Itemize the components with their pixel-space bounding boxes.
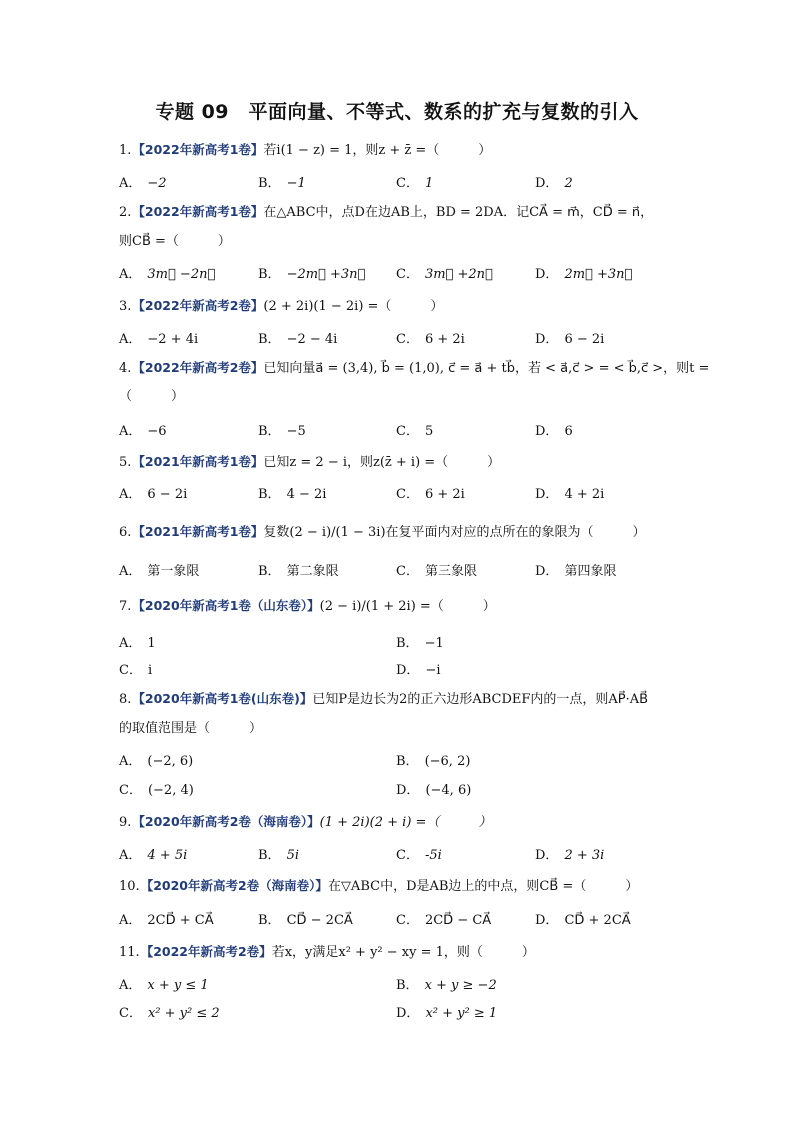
question-text: (1 + 2i)(2 + i) =（ ）	[319, 815, 492, 830]
question-text: (2 + 2i)(1 − 2i) =（ ）	[263, 299, 444, 314]
question-number: 1.	[119, 143, 132, 158]
page-title: 专题 09 平面向量、不等式、数系的扩充与复数的引入	[155, 101, 639, 123]
option-d[interactable]: D． 6	[535, 424, 573, 439]
question-text: 在△ABC中，点D在边AB上，BD = 2DA．记CA⃗ = m⃗，CD⃗ = n⃗，	[263, 205, 654, 220]
option-a[interactable]: A． 2CD⃗ + CA⃗	[119, 913, 214, 928]
option-c[interactable]: C． 1	[396, 176, 434, 191]
question-source: 【2022年新高考2卷】	[140, 944, 272, 959]
question-number: 6.	[119, 525, 132, 540]
question-number: 2.	[119, 205, 132, 220]
option-a[interactable]: A． 1	[119, 636, 156, 651]
option-d[interactable]: D． 第四象限	[535, 564, 617, 579]
question-4	[119, 359, 710, 378]
question-4-continued: （ ）	[119, 389, 185, 404]
option-c[interactable]: C． i	[119, 663, 153, 678]
option-d[interactable]: D． 2 + 3i	[535, 848, 605, 863]
question-text: 复数(2 − i)/(1 − 3i)在复平面内对应的点所在的象限为（ ）	[263, 525, 646, 540]
question-source: 【2022年新高考2卷】	[132, 298, 264, 313]
option-c[interactable]: C． 3m⃗ +2n⃗	[396, 267, 493, 282]
option-d[interactable]: D． −i	[396, 663, 441, 678]
question-number: 4.	[119, 361, 132, 376]
option-a[interactable]: A． 4 + 5i	[119, 848, 188, 863]
option-a[interactable]: A． −6	[119, 424, 167, 439]
option-b[interactable]: B． −1	[396, 636, 444, 651]
question-5	[119, 453, 679, 472]
option-a[interactable]: A． (−2, 6)	[119, 754, 194, 769]
question-source: 【2020年新高考1卷(山东卷)】	[132, 691, 313, 706]
question-1	[119, 141, 679, 160]
question-number: 8.	[119, 692, 132, 707]
question-number: 3.	[119, 299, 132, 314]
option-c[interactable]: C． 2CD⃗ − CA⃗	[396, 913, 492, 928]
question-8	[119, 690, 679, 709]
option-c[interactable]: C． x² + y² ≤ 2	[119, 1006, 220, 1021]
question-text: 在▽ABC中，D是AB边上的中点，则CB⃗ =（ ）	[327, 879, 639, 894]
option-b[interactable]: B． (−6, 2)	[396, 754, 471, 769]
question-source: 【2022年新高考1卷】	[132, 142, 264, 157]
question-text: 已知向量a⃗ = (3,4), b⃗ = (1,0), c⃗ = a⃗ + tb⃗，若 < a⃗,c⃗ > = < b⃗,c⃗ >，则t =	[263, 361, 710, 376]
question-source: 【2020年新高考2卷（海南卷）】	[132, 814, 320, 829]
option-b[interactable]: B． x + y ≥ −2	[396, 978, 497, 993]
option-b[interactable]: B． CD⃗ − 2CA⃗	[258, 913, 353, 928]
option-b[interactable]: B． 5i	[258, 848, 299, 863]
option-d[interactable]: D． 2	[535, 176, 573, 191]
question-text: 若i(1 − z) = 1，则z + z̄ =（ ）	[263, 143, 492, 158]
option-a[interactable]: A． x + y ≤ 1	[119, 978, 209, 993]
question-2	[119, 203, 679, 222]
question-text: (2 − i)/(1 + 2i) =（ ）	[319, 599, 496, 614]
question-number: 9.	[119, 815, 132, 830]
question-source: 【2021年新高考1卷】	[132, 524, 264, 539]
question-3	[119, 297, 679, 316]
option-b[interactable]: B． 4 − 2i	[258, 487, 327, 502]
option-d[interactable]: D． 2m⃗ +3n⃗	[535, 267, 633, 282]
option-b[interactable]: B． −5	[258, 424, 306, 439]
question-8-continued: 的取值范围是（ ）	[119, 721, 263, 736]
option-a[interactable]: A． 3m⃗ −2n⃗	[119, 267, 216, 282]
option-a[interactable]: A． 6 − 2i	[119, 487, 188, 502]
question-number: 11.	[119, 945, 140, 960]
question-number: 5.	[119, 455, 132, 470]
option-c[interactable]: C． -5i	[396, 848, 442, 863]
option-c[interactable]: C． 5	[396, 424, 434, 439]
option-c[interactable]: C． 6 + 2i	[396, 487, 465, 502]
question-source: 【2020年新高考1卷（山东卷）】	[132, 598, 320, 613]
question-source: 【2022年新高考1卷】	[132, 204, 264, 219]
question-text: 已知z = 2 − i，则z(z̄ + i) =（ ）	[263, 455, 501, 470]
option-d[interactable]: D． 6 − 2i	[535, 332, 605, 347]
option-c[interactable]: C． (−2, 4)	[119, 783, 194, 798]
question-source: 【2021年新高考1卷】	[132, 454, 264, 469]
question-7	[119, 597, 679, 616]
question-source: 【2022年新高考2卷】	[132, 360, 264, 375]
question-text: 若x，y满足x² + y² − xy = 1，则（ ）	[271, 945, 535, 960]
question-source: 【2020年新高考2卷（海南卷）】	[140, 878, 328, 893]
option-b[interactable]: B． 第二象限	[258, 564, 339, 579]
option-a[interactable]: A． 第一象限	[119, 564, 200, 579]
question-11	[119, 943, 679, 962]
question-6	[119, 523, 679, 542]
option-b[interactable]: B． −2 − 4i	[258, 332, 338, 347]
option-a[interactable]: A． −2	[119, 176, 167, 191]
option-c[interactable]: C． 6 + 2i	[396, 332, 465, 347]
question-9	[119, 813, 679, 832]
option-d[interactable]: D． (−4, 6)	[396, 783, 472, 798]
option-b[interactable]: B． −2m⃗ +3n⃗	[258, 267, 366, 282]
question-text: 已知P是边长为2的正六边形ABCDEF内的一点，则AP⃗·AB⃗	[312, 692, 649, 707]
question-2-continued: 则CB⃗ =（ ）	[119, 234, 231, 249]
option-a[interactable]: A． −2 + 4i	[119, 332, 199, 347]
question-10	[119, 877, 679, 896]
option-d[interactable]: D． 4 + 2i	[535, 487, 605, 502]
question-number: 7.	[119, 599, 132, 614]
option-b[interactable]: B． −1	[258, 176, 306, 191]
option-c[interactable]: C． 第三象限	[396, 564, 477, 579]
option-d[interactable]: D． x² + y² ≥ 1	[396, 1006, 498, 1021]
option-d[interactable]: D． CD⃗ + 2CA⃗	[535, 913, 631, 928]
question-number: 10.	[119, 879, 140, 894]
